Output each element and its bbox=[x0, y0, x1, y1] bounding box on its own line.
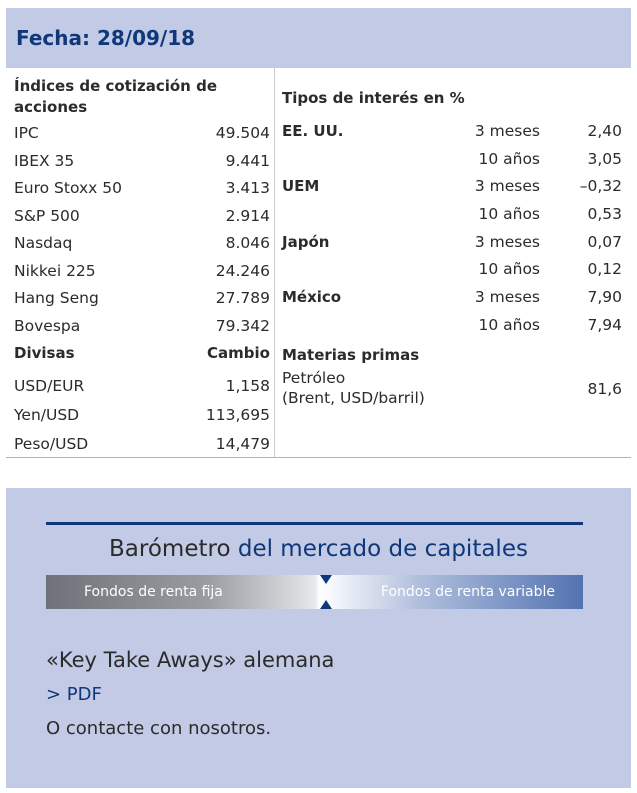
currency-name: Yen/USD bbox=[14, 405, 80, 424]
barometer-title-plain: Barómetro bbox=[109, 536, 238, 562]
column-divider bbox=[274, 68, 275, 457]
commodity-name-line2: (Brent, USD/barril) bbox=[282, 388, 425, 407]
barometer-panel bbox=[6, 488, 631, 788]
barometer-title bbox=[6, 536, 631, 562]
rate-term: 3 meses bbox=[474, 288, 540, 307]
index-row bbox=[14, 203, 270, 231]
index-name: Hang Seng bbox=[14, 289, 99, 307]
indices-list bbox=[14, 120, 270, 340]
commodity-row bbox=[282, 368, 622, 410]
rate-term: 10 años bbox=[478, 205, 540, 224]
market-table bbox=[6, 68, 631, 458]
contact-text: O contacte con nosotros. bbox=[46, 718, 272, 739]
rate-value: 7,90 bbox=[587, 288, 622, 307]
rate-term: 3 meses bbox=[474, 232, 540, 251]
currency-name: USD/EUR bbox=[14, 376, 85, 395]
index-name: IBEX 35 bbox=[14, 151, 75, 170]
index-value: 49.504 bbox=[215, 124, 270, 142]
range-marker-icon bbox=[320, 575, 332, 609]
index-row bbox=[14, 175, 270, 203]
index-row bbox=[14, 148, 270, 176]
index-row bbox=[14, 313, 270, 341]
fund-range-bar bbox=[46, 575, 583, 609]
index-value: 79.342 bbox=[215, 316, 270, 335]
currencies-list bbox=[14, 372, 270, 459]
rate-value: 3,05 bbox=[587, 149, 622, 168]
commodity-name bbox=[282, 368, 425, 408]
rate-country: EE. UU. bbox=[282, 122, 344, 140]
currencies-title: Divisas bbox=[14, 344, 75, 362]
rate-value: 0,53 bbox=[587, 205, 622, 224]
rate-row bbox=[282, 146, 622, 174]
index-row bbox=[14, 120, 270, 148]
index-name: Nasdaq bbox=[14, 234, 73, 252]
left-column bbox=[14, 76, 270, 459]
index-value: 2.914 bbox=[225, 206, 270, 225]
rate-country: UEM bbox=[282, 177, 320, 196]
rate-term: 10 años bbox=[478, 149, 540, 168]
currency-value: 1,158 bbox=[225, 376, 270, 395]
index-row bbox=[14, 285, 270, 313]
currency-name: Peso/USD bbox=[14, 434, 89, 453]
right-column bbox=[282, 78, 622, 410]
rate-value: 0,12 bbox=[587, 260, 622, 279]
panel-rule bbox=[46, 522, 583, 525]
index-name: S&P 500 bbox=[14, 206, 80, 225]
currency-row bbox=[14, 372, 270, 401]
index-name: Bovespa bbox=[14, 316, 81, 335]
index-name: Euro Stoxx 50 bbox=[14, 179, 122, 197]
currencies-col-label: Cambio bbox=[207, 344, 270, 362]
date-title: Fecha: 28/09/18 bbox=[16, 26, 196, 50]
rate-value: 7,94 bbox=[587, 315, 622, 334]
index-value: 24.246 bbox=[215, 261, 270, 280]
index-value: 3.413 bbox=[225, 179, 270, 197]
rates-list bbox=[282, 118, 622, 340]
rate-value: –0,32 bbox=[579, 177, 622, 196]
rate-term: 10 años bbox=[478, 260, 540, 279]
currency-value: 14,479 bbox=[215, 434, 270, 453]
commodities-list bbox=[282, 368, 622, 410]
rate-row bbox=[282, 201, 622, 229]
rate-value: 0,07 bbox=[587, 232, 622, 251]
currency-row bbox=[14, 401, 270, 430]
index-row bbox=[14, 258, 270, 286]
rate-value: 2,40 bbox=[587, 122, 622, 140]
fixed-income-label: Fondos de renta fija bbox=[84, 584, 223, 600]
market-data-box bbox=[6, 0, 631, 460]
indices-title: Índices de cotización de acciones bbox=[14, 77, 217, 116]
rate-country: México bbox=[282, 288, 342, 307]
commodity-name-line1: Petróleo bbox=[282, 368, 346, 387]
index-name: IPC bbox=[14, 124, 39, 142]
barometer-title-accent: del mercado de capitales bbox=[237, 536, 528, 562]
rate-row bbox=[282, 229, 622, 257]
currency-value: 113,695 bbox=[205, 405, 270, 424]
index-row bbox=[14, 230, 270, 258]
currencies-header bbox=[14, 340, 270, 368]
commodities-title: Materias primas bbox=[282, 345, 420, 364]
commodity-value: 81,6 bbox=[587, 379, 622, 398]
index-value: 27.789 bbox=[215, 289, 270, 307]
index-value: 8.046 bbox=[225, 234, 270, 252]
rate-row bbox=[282, 173, 622, 201]
rate-term: 10 años bbox=[478, 315, 540, 334]
currency-row bbox=[14, 430, 270, 459]
rate-row bbox=[282, 284, 622, 312]
index-value: 9.441 bbox=[225, 151, 270, 170]
equity-label: Fondos de renta variable bbox=[380, 584, 555, 600]
rate-row bbox=[282, 256, 622, 284]
pdf-link[interactable]: > PDF bbox=[46, 684, 102, 705]
kta-title: «Key Take Aways» alemana bbox=[46, 648, 335, 672]
index-name: Nikkei 225 bbox=[14, 261, 96, 280]
rate-row bbox=[282, 118, 622, 146]
date-header bbox=[6, 8, 631, 68]
rate-term: 3 meses bbox=[474, 177, 540, 196]
rate-term: 3 meses bbox=[474, 122, 540, 140]
rate-country: Japón bbox=[282, 232, 330, 251]
rates-title: Tipos de interés en % bbox=[282, 89, 465, 107]
rate-row bbox=[282, 312, 622, 340]
